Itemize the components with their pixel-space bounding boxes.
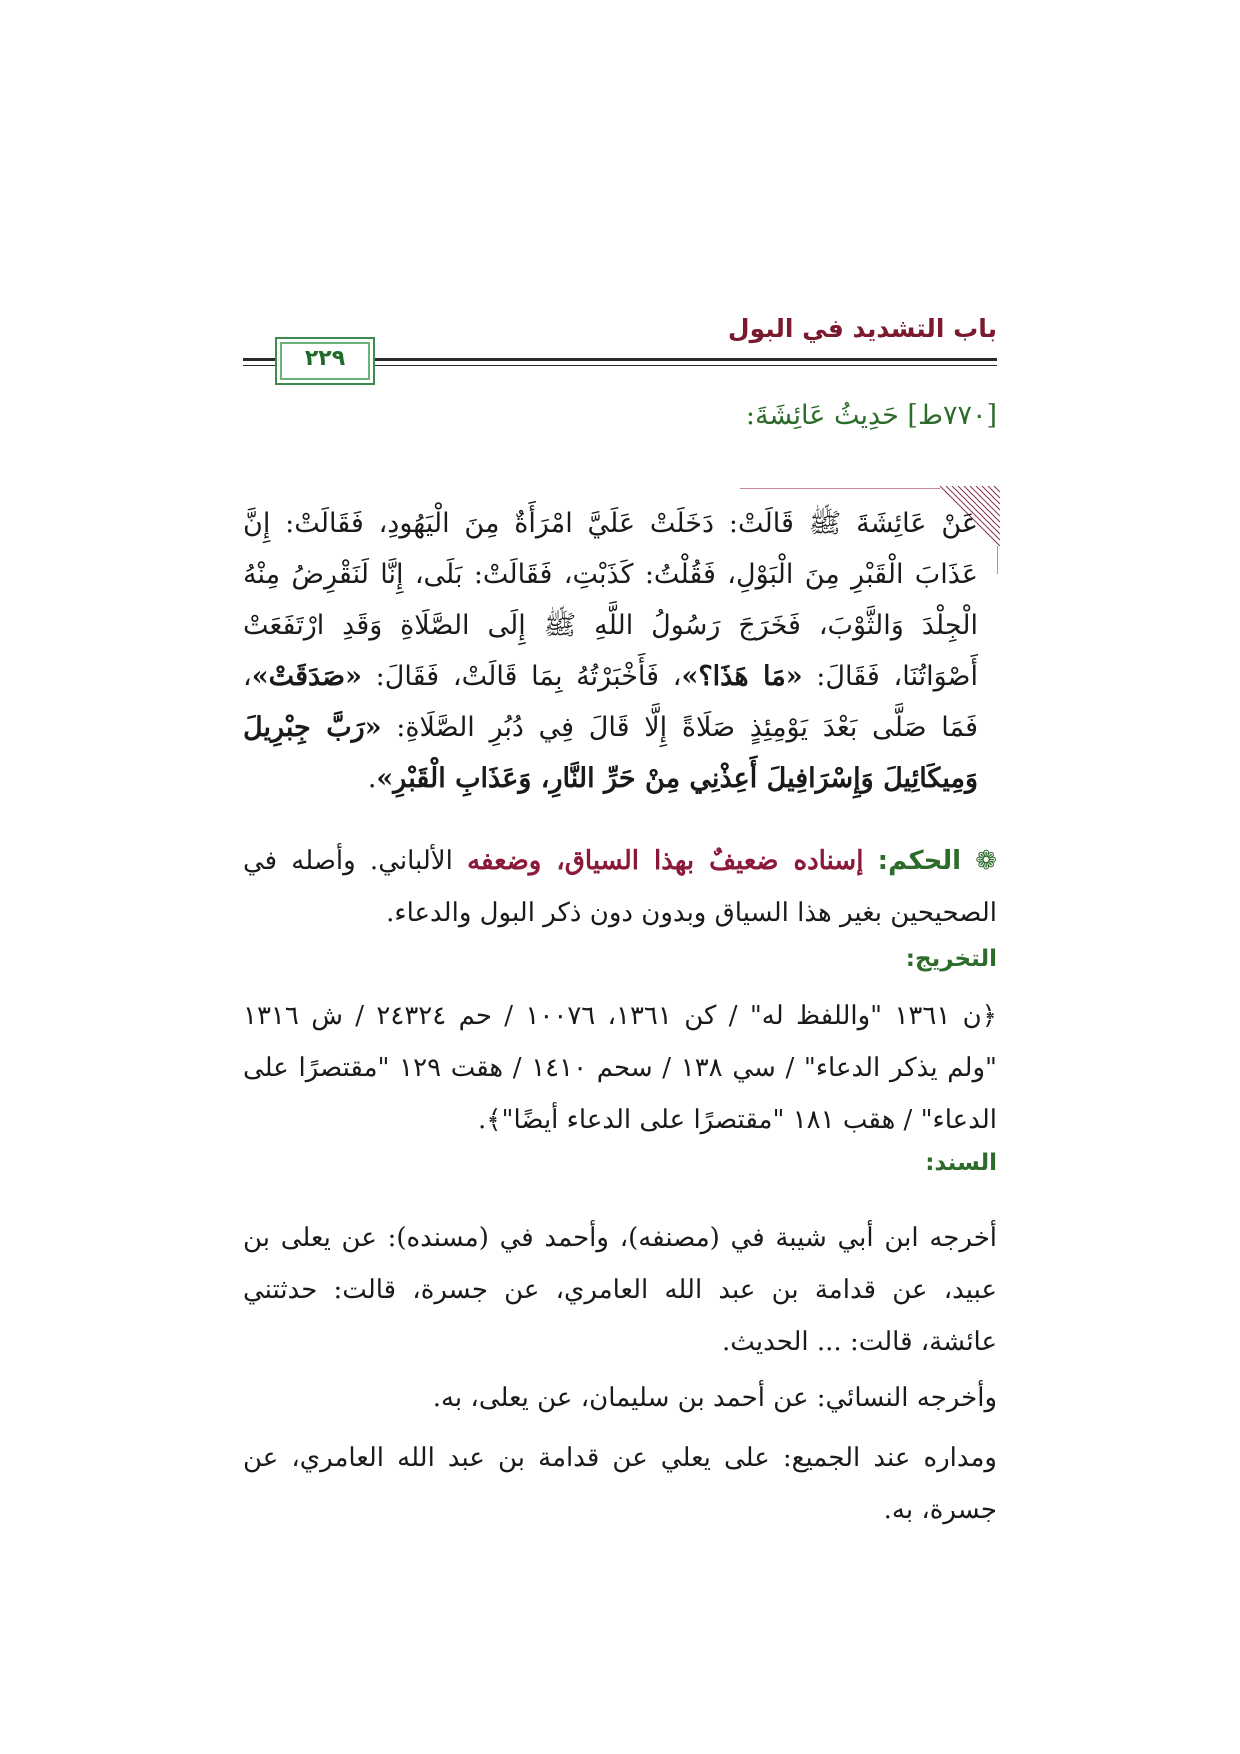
hadith-text — [243, 498, 978, 804]
ruling-rest: الألباني. وأصله في الصحيحين بغير هذا السياق وبدون دون ذكر البول والدعاء. — [243, 846, 997, 928]
page-number: ٢٢٩ — [304, 346, 346, 371]
sanad-paragraph: ومداره عند الجميع: على يعلي عن قدامة بن عبد الله العامري، عن جسرة، به. — [243, 1443, 997, 1525]
hadith-text-part: ، فَمَا صَلَّى بَعْدَ يَوْمِئِذٍ صَلَاةً إِلَّا قَالَ فِي دُبُرِ الصَّلَاةِ: — [243, 661, 978, 743]
takhrij-text: ﴿ن ١٣٦١ "واللفظ له" / كن ١٣٦١، ١٠٠٧٦ / حم ٢٤٣٢٤ / ش ١٣١٦ "ولم يذكر الدعاء" / سي ١٣٨ / سحم ١٤١٠ / هقت ١٢٩ "مقتصرًا على الدعاء" / هقب ١٨١ "مقتصرًا على الدعاء أيضًا"﴾. — [243, 1001, 997, 1135]
takhrij-heading: التخريج: — [905, 946, 997, 972]
flower-icon: ❁ — [975, 846, 998, 876]
hadith-box-border — [740, 488, 940, 489]
page-number-frame — [275, 337, 375, 385]
hadith-text-end: . — [367, 763, 377, 794]
sanad-paragraph: وأخرجه النسائي: عن أحمد بن سليمان، عن يعلى، به. — [432, 1383, 997, 1413]
sanad-heading: السند: — [925, 1150, 997, 1176]
running-title: باب التشديد في البول — [727, 314, 997, 343]
hadith-title: [٧٧٠ط] حَدِيثُ عَائِشَةَ: — [745, 400, 997, 431]
ruling-paragraph — [243, 835, 997, 939]
hadith-text-part: ، فَأَخْبَرْتُهُ بِمَا قَالَتْ، فَقَالَ: — [362, 661, 682, 692]
sanad-paragraph: أخرجه ابن أبي شيبة في (مصنفه)، وأحمد في (مسنده): عن يعلى بن عبيد، عن قدامة بن عبد الله العامري، عن جسرة، قالت: حدثتني عائشة، قالت: ... الحديث. — [243, 1223, 997, 1357]
prophet-quote: «مَا هَذَا؟» — [681, 661, 803, 692]
prophet-quote: «رَبَّ جِبْرِيلَ وَمِيكَائِيلَ وَإِسْرَافِيلَ أَعِذْنِي مِنْ حَرِّ النَّارِ، وَعَذَابِ الْقَبْرِ» — [243, 712, 978, 794]
hadith-text-part: عَنْ عَائِشَةَ ﷺ قَالَتْ: دَخَلَتْ عَلَيَّ امْرَأَةٌ مِنَ الْيَهُودِ، فَقَالَتْ: إِنَّ عَذَابَ الْقَبْرِ مِنَ الْبَوْلِ، فَقُلْتُ: كَذَبْتِ، فَقَالَتْ: بَلَى، إِنَّا لَنَقْرِضُ مِنْهُ الْجِلْدَ وَالثَّوْبَ، فَخَرَجَ رَسُولُ اللَّهِ ﷺ إِلَى الصَّلَاةِ وَقَدِ ارْتَفَعَتْ أَصْوَاتُنَا، فَقَالَ: — [243, 508, 978, 692]
ruling-verdict: إسناده ضعيفٌ بهذا السياق، وضعفه — [467, 846, 864, 876]
hadith-box-border-side — [997, 546, 998, 574]
prophet-quote: «صَدَقَتْ» — [251, 661, 362, 692]
ruling-label: الحكم: — [877, 846, 961, 876]
